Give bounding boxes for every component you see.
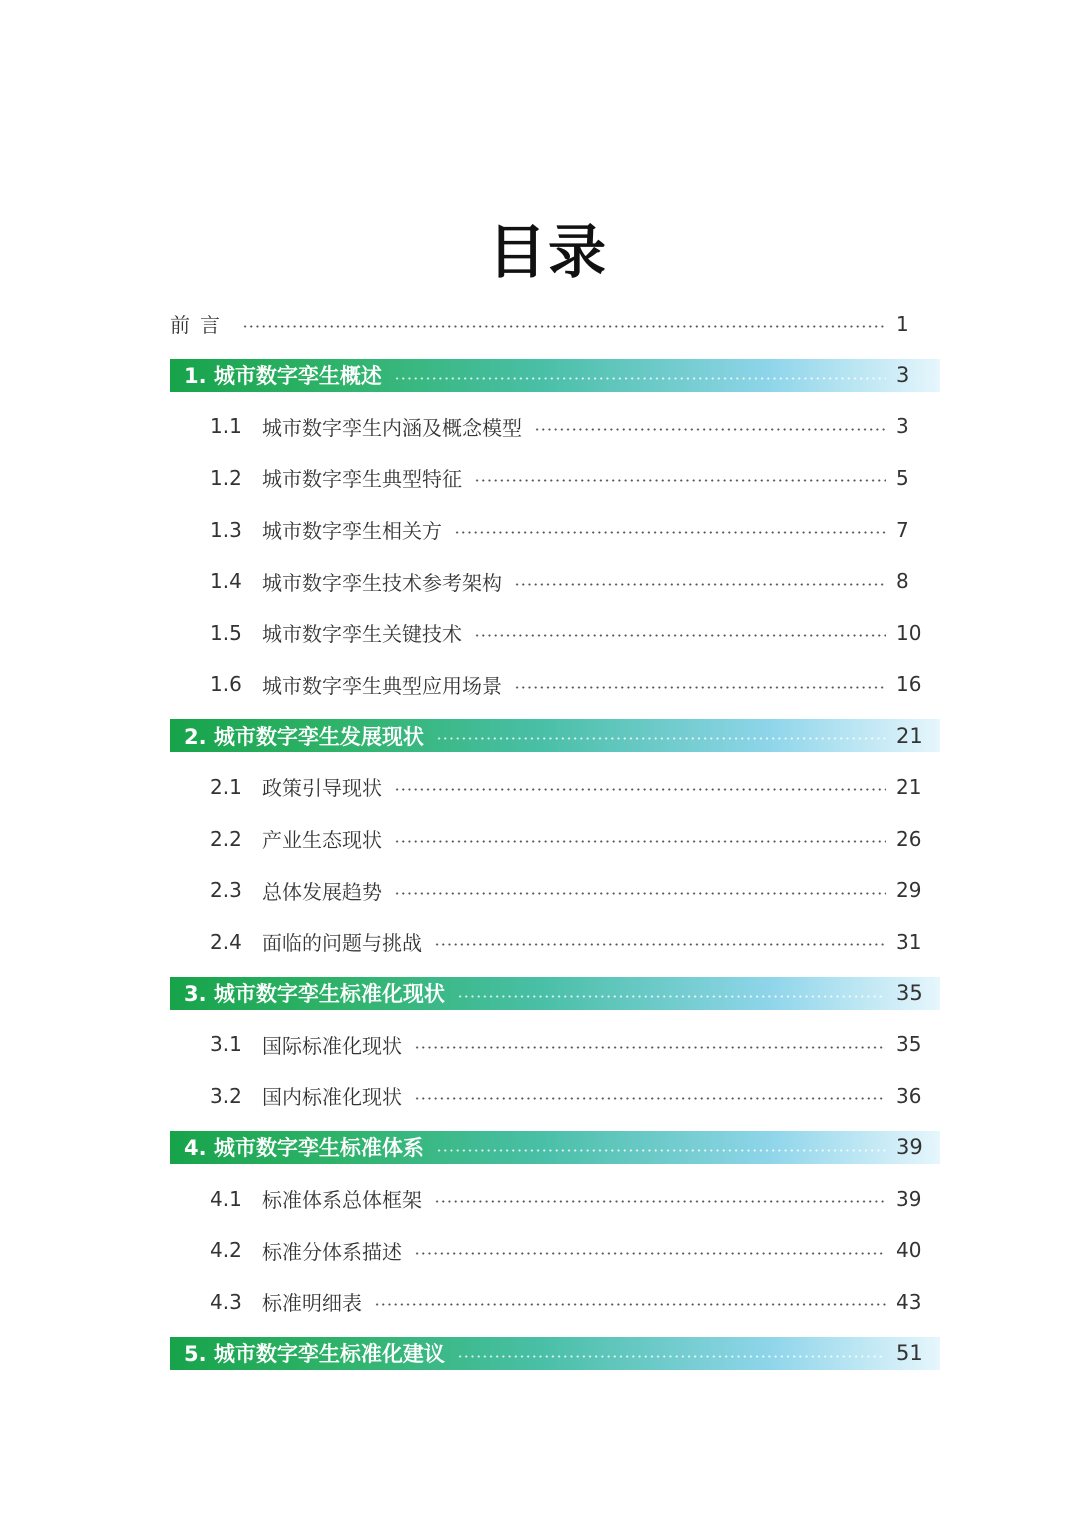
toc-section-label: 城市数字孪生典型特征 [262,467,462,492]
dot-leader [434,943,886,946]
toc-section-label: 城市数字孪生技术参考架构 [262,570,502,595]
toc-page-number: 39 [896,1135,923,1160]
toc-page-number: 29 [896,878,922,903]
toc-chapter-3[interactable] [170,977,940,1010]
toc-section-number: 2.3 [210,878,242,903]
toc-section-label: 面临的问题与挑战 [262,931,422,956]
toc-section-1-4[interactable] [170,555,940,607]
dot-leader [394,892,886,895]
toc-section-label: 政策引导现状 [262,776,382,801]
toc-page-number: 36 [896,1083,922,1108]
dot-leader [434,1200,886,1203]
toc-section-label: 总体发展趋势 [262,879,382,904]
toc-section-2-1[interactable] [170,761,940,813]
dot-leader [414,1097,886,1100]
toc-section-1-5[interactable] [170,607,940,659]
toc-chapter-4[interactable] [170,1131,940,1164]
toc-page-number: 21 [896,774,922,799]
toc-page-number: 31 [896,929,922,954]
toc-page-number: 40 [896,1238,922,1263]
dot-leader [242,325,886,328]
toc-section-4-3[interactable] [170,1276,940,1328]
toc-section-number: 1.5 [210,620,242,645]
table-of-contents [170,298,940,1379]
toc-section-label: 城市数字孪生相关方 [262,519,442,544]
toc-section-number: 2.2 [210,826,242,851]
toc-section-number: 1.4 [210,569,242,594]
dot-leader [457,1355,886,1358]
toc-section-number: 3.2 [210,1083,242,1108]
toc-section-label: 城市数字孪生典型应用场景 [262,673,502,698]
toc-chapter-5[interactable] [170,1337,940,1370]
dot-leader [394,377,886,380]
toc-chapter-label: 3. 城市数字孪生标准化现状 [184,982,445,1007]
toc-section-label: 标准分体系描述 [262,1239,402,1264]
toc-section-number: 1.3 [210,517,242,542]
toc-page-number: 1 [896,311,909,336]
dot-leader [534,428,886,431]
dot-leader [394,788,886,791]
toc-page-number: 51 [896,1341,923,1365]
dot-leader [414,1046,886,1049]
toc-page-number: 43 [896,1289,922,1314]
toc-entry-label: 前言 [170,313,230,338]
toc-section-number: 4.1 [210,1186,242,1211]
dot-leader [514,686,886,689]
toc-chapter-label: 1. 城市数字孪生概述 [184,364,382,389]
toc-section-1-3[interactable] [170,504,940,556]
toc-section-number: 4.2 [210,1238,242,1263]
toc-section-label: 标准体系总体框架 [262,1188,422,1213]
toc-section-2-2[interactable] [170,813,940,865]
dot-leader [454,531,886,534]
dot-leader [474,479,886,482]
toc-section-number: 1.2 [210,465,242,490]
toc-section-3-2[interactable] [170,1070,940,1122]
toc-section-3-1[interactable] [170,1019,940,1071]
toc-section-1-2[interactable] [170,452,940,504]
dot-leader [514,583,886,586]
dot-leader [474,634,886,637]
toc-page-number: 8 [896,569,909,594]
toc-page-number: 39 [896,1186,922,1211]
toc-section-2-3[interactable] [170,864,940,916]
toc-section-label: 国内标准化现状 [262,1085,402,1110]
toc-page-number: 10 [896,620,922,645]
toc-page-number: 21 [896,723,923,748]
toc-section-1-6[interactable] [170,659,940,711]
toc-section-number: 2.1 [210,774,242,799]
toc-section-2-4[interactable] [170,916,940,968]
toc-section-label: 国际标准化现状 [262,1033,402,1058]
page-title: 目录 [487,218,608,286]
toc-section-4-2[interactable] [170,1224,940,1276]
toc-section-number: 2.4 [210,929,242,954]
toc-page-number: 7 [896,517,909,542]
toc-chapter-1[interactable] [170,359,940,392]
toc-chapter-label: 5. 城市数字孪生标准化建议 [184,1342,445,1366]
dot-leader [414,1252,886,1255]
toc-page-number: 5 [896,465,909,490]
toc-page-number: 35 [896,1032,922,1057]
toc-section-label: 产业生态现状 [262,828,382,853]
toc-section-label: 城市数字孪生关键技术 [262,622,462,647]
toc-page-number: 3 [896,363,910,388]
toc-page-number: 35 [896,981,923,1006]
toc-section-number: 1.1 [210,414,242,439]
dot-leader [394,840,886,843]
toc-page-number: 3 [896,414,909,439]
dot-leader [374,1303,886,1306]
toc-section-number: 4.3 [210,1289,242,1314]
toc-chapter-label: 4. 城市数字孪生标准体系 [184,1136,424,1161]
toc-section-label: 标准明细表 [262,1291,362,1316]
dot-leader [436,1149,886,1152]
dot-leader [436,737,886,740]
toc-chapter-2[interactable] [170,719,940,752]
dot-leader [457,995,886,998]
toc-section-label: 城市数字孪生内涵及概念模型 [262,415,522,440]
toc-section-number: 1.6 [210,672,242,697]
toc-page-number: 26 [896,826,922,851]
toc-page-number: 16 [896,672,922,697]
toc-entry-preface[interactable] [170,298,940,350]
toc-section-number: 3.1 [210,1032,242,1057]
toc-section-1-1[interactable] [170,401,940,453]
toc-section-4-1[interactable] [170,1173,940,1225]
toc-chapter-label: 2. 城市数字孪生发展现状 [184,724,424,749]
